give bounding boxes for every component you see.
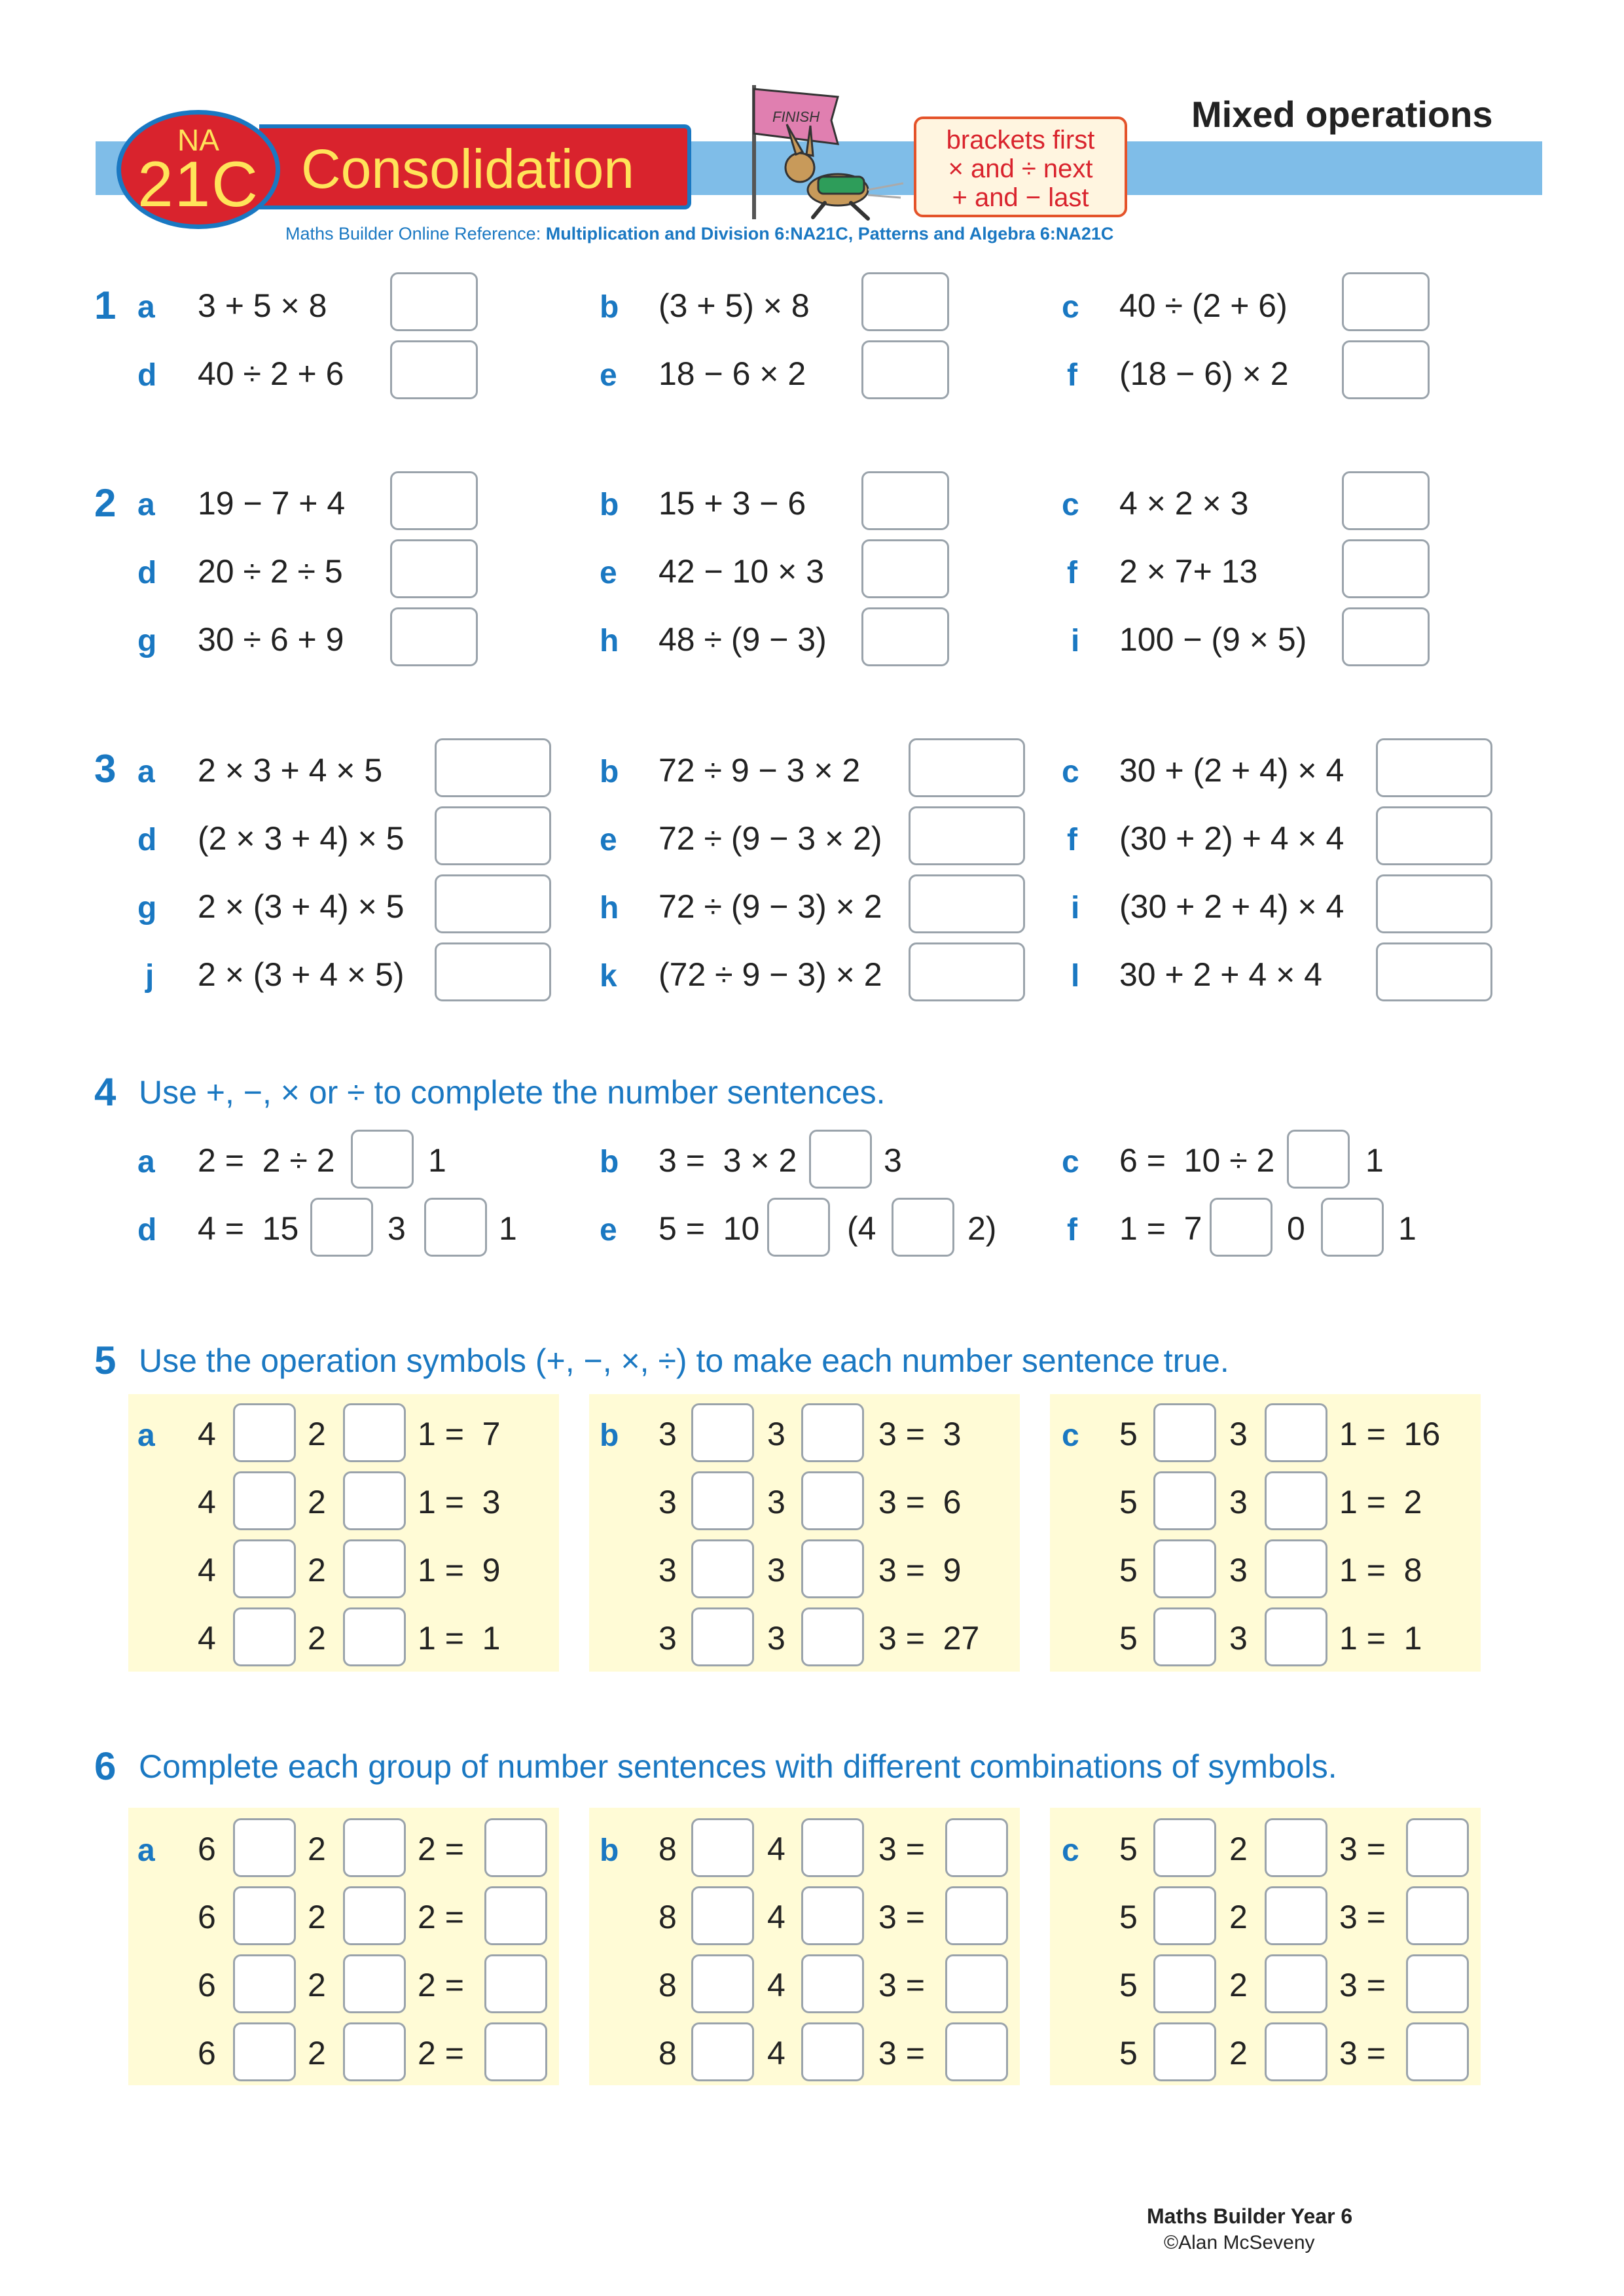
q6a-row1-symbol-box-2[interactable] (343, 1818, 406, 1877)
q1f-answer-box[interactable] (1342, 340, 1430, 399)
q6c-row1-symbol-box-2[interactable] (1265, 1818, 1327, 1877)
q5-instruction: Use the operation symbols (+, −, ×, ÷) to make each number sentence true. (139, 1342, 1229, 1379)
q6a-row4-second-number: 2 (308, 2035, 326, 2072)
q6c-row4-first-number: 5 (1119, 2035, 1138, 2072)
finish-flag-mascot-illustration (740, 79, 916, 229)
q5a-row3-second-number: 2 (308, 1552, 326, 1588)
q4e-right-part: 2) (967, 1210, 997, 1247)
question-2-number: 2 (94, 481, 117, 525)
q5c-row2-first-number: 5 (1119, 1484, 1138, 1520)
q2h-expression: 48 ÷ (9 − 3) (659, 621, 827, 658)
q5a-row1-symbol-box-1[interactable] (233, 1403, 296, 1462)
topic-badge (117, 110, 280, 229)
q1f-label: f (1067, 358, 1077, 393)
q2a-label: a (137, 488, 155, 522)
rule-line-1: brackets first (946, 126, 1095, 154)
q3a-answer-box[interactable] (435, 738, 551, 797)
q4d-right-part: 1 (499, 1210, 517, 1247)
q4c-left-part: 6 = 10 ÷ 2 (1119, 1142, 1275, 1179)
q6a-row1-symbol-box-1[interactable] (233, 1818, 296, 1877)
q5a-row3-first-number: 4 (198, 1552, 216, 1588)
q3d-label: d (137, 823, 157, 857)
q2d-label: d (137, 556, 157, 590)
q6a-row2-first-number: 6 (198, 1899, 216, 1935)
q2f-answer-box[interactable] (1342, 539, 1430, 598)
flag-label: FINISH (772, 109, 820, 125)
q6a-row3-second-number: 2 (308, 1967, 326, 2003)
q5c-row2-second-number: 3 (1229, 1484, 1248, 1520)
q6b-row1-first-number: 8 (659, 1831, 677, 1867)
q2a-expression: 19 − 7 + 4 (198, 485, 346, 522)
q6a-row2-symbol-box-1[interactable] (233, 1886, 296, 1945)
q2i-expression: 100 − (9 × 5) (1119, 621, 1307, 658)
q4f-right-part: 1 (1398, 1210, 1416, 1247)
q5b-row1-second-number: 3 (767, 1416, 785, 1452)
footer-copyright: ©Alan McSeveny (1164, 2232, 1315, 2253)
q5c-row4-symbol-box-1[interactable] (1153, 1607, 1216, 1666)
q6b-row3-third-number: 3 = (878, 1967, 925, 2003)
q5c-row3-symbol-box-2[interactable] (1265, 1539, 1327, 1598)
q3l-label: l (1071, 959, 1080, 994)
q3g-expression: 2 × (3 + 4) × 5 (198, 888, 405, 925)
q5b-row3-symbol-box-2[interactable] (801, 1539, 864, 1598)
q4c-symbol-box[interactable] (1287, 1130, 1350, 1189)
q6b-row1-answer-box[interactable] (945, 1818, 1008, 1877)
q4c-label: c (1062, 1145, 1079, 1179)
q6a-row1-answer-box[interactable] (484, 1818, 547, 1877)
q5b-row4-symbol-box-1[interactable] (691, 1607, 754, 1666)
q6c-row4-symbol-box-2[interactable] (1265, 2022, 1327, 2081)
q6a-label: a (137, 1833, 155, 1868)
q3i-label: i (1071, 891, 1080, 925)
online-reference (285, 224, 1113, 244)
q4e-middle-part: (4 (847, 1210, 876, 1247)
q6a-row3-third-number: 2 = (418, 1967, 464, 2003)
q5b-row4-symbol-box-2[interactable] (801, 1607, 864, 1666)
q6a-row3-symbol-box-2[interactable] (343, 1954, 406, 2013)
question-4-number: 4 (94, 1070, 117, 1114)
q3b-expression: 72 ÷ 9 − 3 × 2 (659, 752, 861, 789)
q5b-row1-symbol-box-2[interactable] (801, 1403, 864, 1462)
q2b-answer-box[interactable] (861, 471, 949, 530)
q5a-row3-symbol-box-2[interactable] (343, 1539, 406, 1598)
q2h-label: h (600, 624, 619, 658)
question-6-number: 6 (94, 1744, 117, 1788)
q5b-row2-symbol-box-2[interactable] (801, 1471, 864, 1530)
q5c-row3-result: 1 = 8 (1339, 1552, 1422, 1588)
q5c-row4-first-number: 5 (1119, 1620, 1138, 1657)
q3c-answer-box[interactable] (1376, 738, 1492, 797)
title-banner (259, 124, 691, 209)
q4e-left-part: 5 = 10 (659, 1210, 760, 1247)
q5c-row2-symbol-box-1[interactable] (1153, 1471, 1216, 1530)
q3e-answer-box[interactable] (909, 806, 1025, 865)
q5c-row1-symbol-box-2[interactable] (1265, 1403, 1327, 1462)
q1a-answer-box[interactable] (390, 272, 478, 331)
q6c-label: c (1062, 1833, 1079, 1868)
q5b-row1-result: 3 = 3 (878, 1416, 962, 1452)
q3c-expression: 30 + (2 + 4) × 4 (1119, 752, 1344, 789)
q6b-row4-second-number: 4 (767, 2035, 785, 2072)
q6a-row4-symbol-box-2[interactable] (343, 2022, 406, 2081)
q6b-row4-answer-box[interactable] (945, 2022, 1008, 2081)
q3l-expression: 30 + 2 + 4 × 4 (1119, 956, 1322, 993)
q1d-answer-box[interactable] (390, 340, 478, 399)
topic-heading: Mixed operations (1191, 94, 1493, 135)
q6b-row1-second-number: 4 (767, 1831, 785, 1867)
q1a-label: a (137, 290, 155, 325)
q4d-middle-part: 3 (388, 1210, 406, 1247)
q6b-label: b (600, 1833, 619, 1868)
q6b-row2-symbol-box-2[interactable] (801, 1886, 864, 1945)
q2d-answer-box[interactable] (390, 539, 478, 598)
q5b-row2-first-number: 3 (659, 1484, 677, 1520)
q3j-expression: 2 × (3 + 4 × 5) (198, 956, 405, 993)
q5c-row1-result: 1 = 16 (1339, 1416, 1441, 1452)
q6b-row2-symbol-box-1[interactable] (691, 1886, 754, 1945)
q6b-row3-answer-box[interactable] (945, 1954, 1008, 2013)
q6c-row2-symbol-box-2[interactable] (1265, 1886, 1327, 1945)
q5a-row2-symbol-box-2[interactable] (343, 1471, 406, 1530)
badge-strand: NA (177, 123, 219, 157)
q4f-left-part: 1 = 7 (1119, 1210, 1202, 1247)
q5b-row2-symbol-box-1[interactable] (691, 1471, 754, 1530)
q5b-row1-first-number: 3 (659, 1416, 677, 1452)
q4f-symbol-box-1[interactable] (1210, 1198, 1272, 1257)
q3a-expression: 2 × 3 + 4 × 5 (198, 752, 383, 789)
question-1-number: 1 (94, 283, 117, 327)
q5a-row2-second-number: 2 (308, 1484, 326, 1520)
q5c-row1-second-number: 3 (1229, 1416, 1248, 1452)
q6a-row3-symbol-box-1[interactable] (233, 1954, 296, 2013)
q6c-row2-third-number: 3 = (1339, 1899, 1386, 1935)
q2h-answer-box[interactable] (861, 607, 949, 666)
q6c-row2-first-number: 5 (1119, 1899, 1138, 1935)
q1d-label: d (137, 358, 157, 393)
q3k-expression: (72 ÷ 9 − 3) × 2 (659, 956, 882, 993)
q2e-label: e (600, 556, 617, 590)
q6a-row4-first-number: 6 (198, 2035, 216, 2072)
q6b-row2-second-number: 4 (767, 1899, 785, 1935)
q3e-expression: 72 ÷ (9 − 3 × 2) (659, 820, 882, 857)
footer-book-title: Maths Builder Year 6 (1147, 2204, 1353, 2228)
q5a-row1-first-number: 4 (198, 1416, 216, 1452)
q2c-label: c (1062, 488, 1079, 522)
q3f-answer-box[interactable] (1376, 806, 1492, 865)
q4f-middle-part: 0 (1287, 1210, 1305, 1247)
q4f-label: f (1067, 1213, 1077, 1247)
q6b-row2-answer-box[interactable] (945, 1886, 1008, 1945)
q1c-label: c (1062, 290, 1079, 325)
q5a-row4-first-number: 4 (198, 1620, 216, 1657)
q5c-row3-symbol-box-1[interactable] (1153, 1539, 1216, 1598)
q6a-row2-symbol-box-2[interactable] (343, 1886, 406, 1945)
q4-instruction: Use +, −, × or ÷ to complete the number sentences. (139, 1074, 886, 1111)
q5b-row3-first-number: 3 (659, 1552, 677, 1588)
q6b-row3-second-number: 4 (767, 1967, 785, 2003)
q2b-label: b (600, 488, 619, 522)
q6b-row2-first-number: 8 (659, 1899, 677, 1935)
q1f-expression: (18 − 6) × 2 (1119, 355, 1289, 392)
q4d-label: d (137, 1213, 157, 1247)
q6c-row4-symbol-box-1[interactable] (1153, 2022, 1216, 2081)
q3j-label: j (145, 959, 154, 994)
q6b-row3-symbol-box-2[interactable] (801, 1954, 864, 2013)
q3e-label: e (600, 823, 617, 857)
q5c-row1-first-number: 5 (1119, 1416, 1138, 1452)
q5a-row4-result: 1 = 1 (418, 1620, 501, 1657)
q6c-row4-answer-box[interactable] (1406, 2022, 1469, 2081)
q6a-row1-third-number: 2 = (418, 1831, 464, 1867)
q4e-label: e (600, 1213, 617, 1247)
q6a-row1-first-number: 6 (198, 1831, 216, 1867)
q2a-answer-box[interactable] (390, 471, 478, 530)
q5b-row4-result: 3 = 27 (878, 1620, 980, 1657)
q2c-answer-box[interactable] (1342, 471, 1430, 530)
reference-prefix: Maths Builder Online Reference: (285, 224, 546, 243)
q6a-row1-second-number: 2 (308, 1831, 326, 1867)
q5a-row4-symbol-box-1[interactable] (233, 1607, 296, 1666)
q3f-label: f (1067, 823, 1077, 857)
q6b-row1-symbol-box-1[interactable] (691, 1818, 754, 1877)
q5c-row3-second-number: 3 (1229, 1552, 1248, 1588)
q1c-expression: 40 ÷ (2 + 6) (1119, 287, 1288, 324)
q5b-row4-second-number: 3 (767, 1620, 785, 1657)
q6c-row1-third-number: 3 = (1339, 1831, 1386, 1867)
q6a-row3-answer-box[interactable] (484, 1954, 547, 2013)
q4f-symbol-box-2[interactable] (1321, 1198, 1384, 1257)
q6c-row3-symbol-box-1[interactable] (1153, 1954, 1216, 2013)
reference-links: Multiplication and Division 6:NA21C, Patterns and Algebra 6:NA21C (545, 224, 1114, 243)
q4b-label: b (600, 1145, 619, 1179)
q2g-answer-box[interactable] (390, 607, 478, 666)
rule-line-3: + and − last (952, 183, 1089, 212)
q2e-answer-box[interactable] (861, 539, 949, 598)
q5c-row4-second-number: 3 (1229, 1620, 1248, 1657)
q5a-row1-second-number: 2 (308, 1416, 326, 1452)
q5b-row4-first-number: 3 (659, 1620, 677, 1657)
q6c-row3-answer-box[interactable] (1406, 1954, 1469, 2013)
q6b-row4-third-number: 3 = (878, 2035, 925, 2072)
q6b-row1-third-number: 3 = (878, 1831, 925, 1867)
q4b-right-part: 3 (884, 1142, 902, 1179)
q3b-answer-box[interactable] (909, 738, 1025, 797)
q6c-row4-second-number: 2 (1229, 2035, 1248, 2072)
q4a-symbol-box[interactable] (351, 1130, 414, 1189)
q1b-label: b (600, 290, 619, 325)
q4b-left-part: 3 = 3 × 2 (659, 1142, 797, 1179)
question-5-number: 5 (94, 1338, 117, 1382)
q3g-label: g (137, 891, 157, 925)
q6c-row2-second-number: 2 (1229, 1899, 1248, 1935)
q6a-row4-symbol-box-1[interactable] (233, 2022, 296, 2081)
q1e-expression: 18 − 6 × 2 (659, 355, 806, 392)
q6c-row2-symbol-box-1[interactable] (1153, 1886, 1216, 1945)
q1b-expression: (3 + 5) × 8 (659, 287, 810, 324)
q6b-row2-third-number: 3 = (878, 1899, 925, 1935)
q5a-label: a (137, 1418, 155, 1453)
q6b-row4-symbol-box-1[interactable] (691, 2022, 754, 2081)
q2c-expression: 4 × 2 × 3 (1119, 485, 1249, 522)
q2d-expression: 20 ÷ 2 ÷ 5 (198, 553, 343, 590)
q6c-row3-second-number: 2 (1229, 1967, 1248, 2003)
order-of-operations-rule-box (914, 117, 1127, 217)
q6c-row3-first-number: 5 (1119, 1967, 1138, 2003)
q6b-row1-symbol-box-2[interactable] (801, 1818, 864, 1877)
q5b-row3-result: 3 = 9 (878, 1552, 962, 1588)
q3h-answer-box[interactable] (909, 874, 1025, 933)
q5b-row3-symbol-box-1[interactable] (691, 1539, 754, 1598)
q1e-answer-box[interactable] (861, 340, 949, 399)
q2f-label: f (1067, 556, 1077, 590)
q6a-row2-answer-box[interactable] (484, 1886, 547, 1945)
q6c-row1-first-number: 5 (1119, 1831, 1138, 1867)
q6-instruction: Complete each group of number sentences with different combinations of symbols. (139, 1748, 1337, 1785)
q6a-row2-second-number: 2 (308, 1899, 326, 1935)
q3d-answer-box[interactable] (435, 806, 551, 865)
q3f-expression: (30 + 2) + 4 × 4 (1119, 820, 1344, 857)
q4a-right-part: 1 (428, 1142, 446, 1179)
q5b-row2-result: 3 = 6 (878, 1484, 962, 1520)
q2i-answer-box[interactable] (1342, 607, 1430, 666)
q4e-symbol-box-1[interactable] (767, 1198, 830, 1257)
q2e-expression: 42 − 10 × 3 (659, 553, 825, 590)
q4b-symbol-box[interactable] (809, 1130, 872, 1189)
q4d-symbol-box-1[interactable] (310, 1198, 373, 1257)
q5a-row3-result: 1 = 9 (418, 1552, 501, 1588)
q6a-row4-answer-box[interactable] (484, 2022, 547, 2081)
q2g-label: g (137, 624, 157, 658)
q6c-row2-answer-box[interactable] (1406, 1886, 1469, 1945)
q5c-label: c (1062, 1418, 1079, 1453)
q5c-row2-result: 1 = 2 (1339, 1484, 1422, 1520)
q4a-left-part: 2 = 2 ÷ 2 (198, 1142, 335, 1179)
q3a-label: a (137, 755, 155, 789)
q5b-row2-second-number: 3 (767, 1484, 785, 1520)
q5a-row2-symbol-box-1[interactable] (233, 1471, 296, 1530)
q6c-row4-third-number: 3 = (1339, 2035, 1386, 2072)
q3h-label: h (600, 891, 619, 925)
q4e-symbol-box-2[interactable] (892, 1198, 954, 1257)
q5a-row2-result: 1 = 3 (418, 1484, 501, 1520)
q5b-row3-second-number: 3 (767, 1552, 785, 1588)
q6b-row3-first-number: 8 (659, 1967, 677, 2003)
q4a-label: a (137, 1145, 155, 1179)
q5c-row2-symbol-box-2[interactable] (1265, 1471, 1327, 1530)
q6c-row1-symbol-box-1[interactable] (1153, 1818, 1216, 1877)
q6b-row3-symbol-box-1[interactable] (691, 1954, 754, 2013)
badge-code: 21C (137, 148, 259, 220)
q6b-row4-first-number: 8 (659, 2035, 677, 2072)
q5a-row1-result: 1 = 7 (418, 1416, 501, 1452)
q3k-answer-box[interactable] (909, 942, 1025, 1001)
q6c-row1-answer-box[interactable] (1406, 1818, 1469, 1877)
q1e-label: e (600, 358, 617, 393)
q5c-row4-symbol-box-2[interactable] (1265, 1607, 1327, 1666)
q5b-row1-symbol-box-1[interactable] (691, 1403, 754, 1462)
q5a-row4-symbol-box-2[interactable] (343, 1607, 406, 1666)
q1b-answer-box[interactable] (861, 272, 949, 331)
q2g-expression: 30 ÷ 6 + 9 (198, 621, 344, 658)
q3l-answer-box[interactable] (1376, 942, 1492, 1001)
q6c-row3-symbol-box-2[interactable] (1265, 1954, 1327, 2013)
q3g-answer-box[interactable] (435, 874, 551, 933)
q3b-label: b (600, 755, 619, 789)
page-title: Consolidation (301, 138, 635, 200)
q6c-row3-third-number: 3 = (1339, 1967, 1386, 2003)
q2f-expression: 2 × 7+ 13 (1119, 553, 1258, 590)
q3c-label: c (1062, 755, 1079, 789)
q5a-row3-symbol-box-1[interactable] (233, 1539, 296, 1598)
q3i-answer-box[interactable] (1376, 874, 1492, 933)
q6a-row2-third-number: 2 = (418, 1899, 464, 1935)
q3d-expression: (2 × 3 + 4) × 5 (198, 820, 405, 857)
q3h-expression: 72 ÷ (9 − 3) × 2 (659, 888, 882, 925)
q6b-row4-symbol-box-2[interactable] (801, 2022, 864, 2081)
q6c-row1-second-number: 2 (1229, 1831, 1248, 1867)
q5c-row3-first-number: 5 (1119, 1552, 1138, 1588)
q5b-label: b (600, 1418, 619, 1453)
q1d-expression: 40 ÷ 2 + 6 (198, 355, 344, 392)
q3k-label: k (600, 959, 617, 994)
q4d-symbol-box-2[interactable] (424, 1198, 487, 1257)
q6a-row3-first-number: 6 (198, 1967, 216, 2003)
q5a-row1-symbol-box-2[interactable] (343, 1403, 406, 1462)
q5c-row1-symbol-box-1[interactable] (1153, 1403, 1216, 1462)
q4d-left-part: 4 = 15 (198, 1210, 299, 1247)
rule-line-2: × and ÷ next (948, 154, 1093, 183)
q5c-row4-result: 1 = 1 (1339, 1620, 1422, 1657)
q5a-row2-first-number: 4 (198, 1484, 216, 1520)
q2i-label: i (1071, 624, 1080, 658)
question-3-number: 3 (94, 747, 117, 791)
q1a-expression: 3 + 5 × 8 (198, 287, 327, 324)
q4c-right-part: 1 (1365, 1142, 1384, 1179)
q1c-answer-box[interactable] (1342, 272, 1430, 331)
q3i-expression: (30 + 2 + 4) × 4 (1119, 888, 1344, 925)
q6a-row4-third-number: 2 = (418, 2035, 464, 2072)
q5a-row4-second-number: 2 (308, 1620, 326, 1657)
q2b-expression: 15 + 3 − 6 (659, 485, 806, 522)
q3j-answer-box[interactable] (435, 942, 551, 1001)
